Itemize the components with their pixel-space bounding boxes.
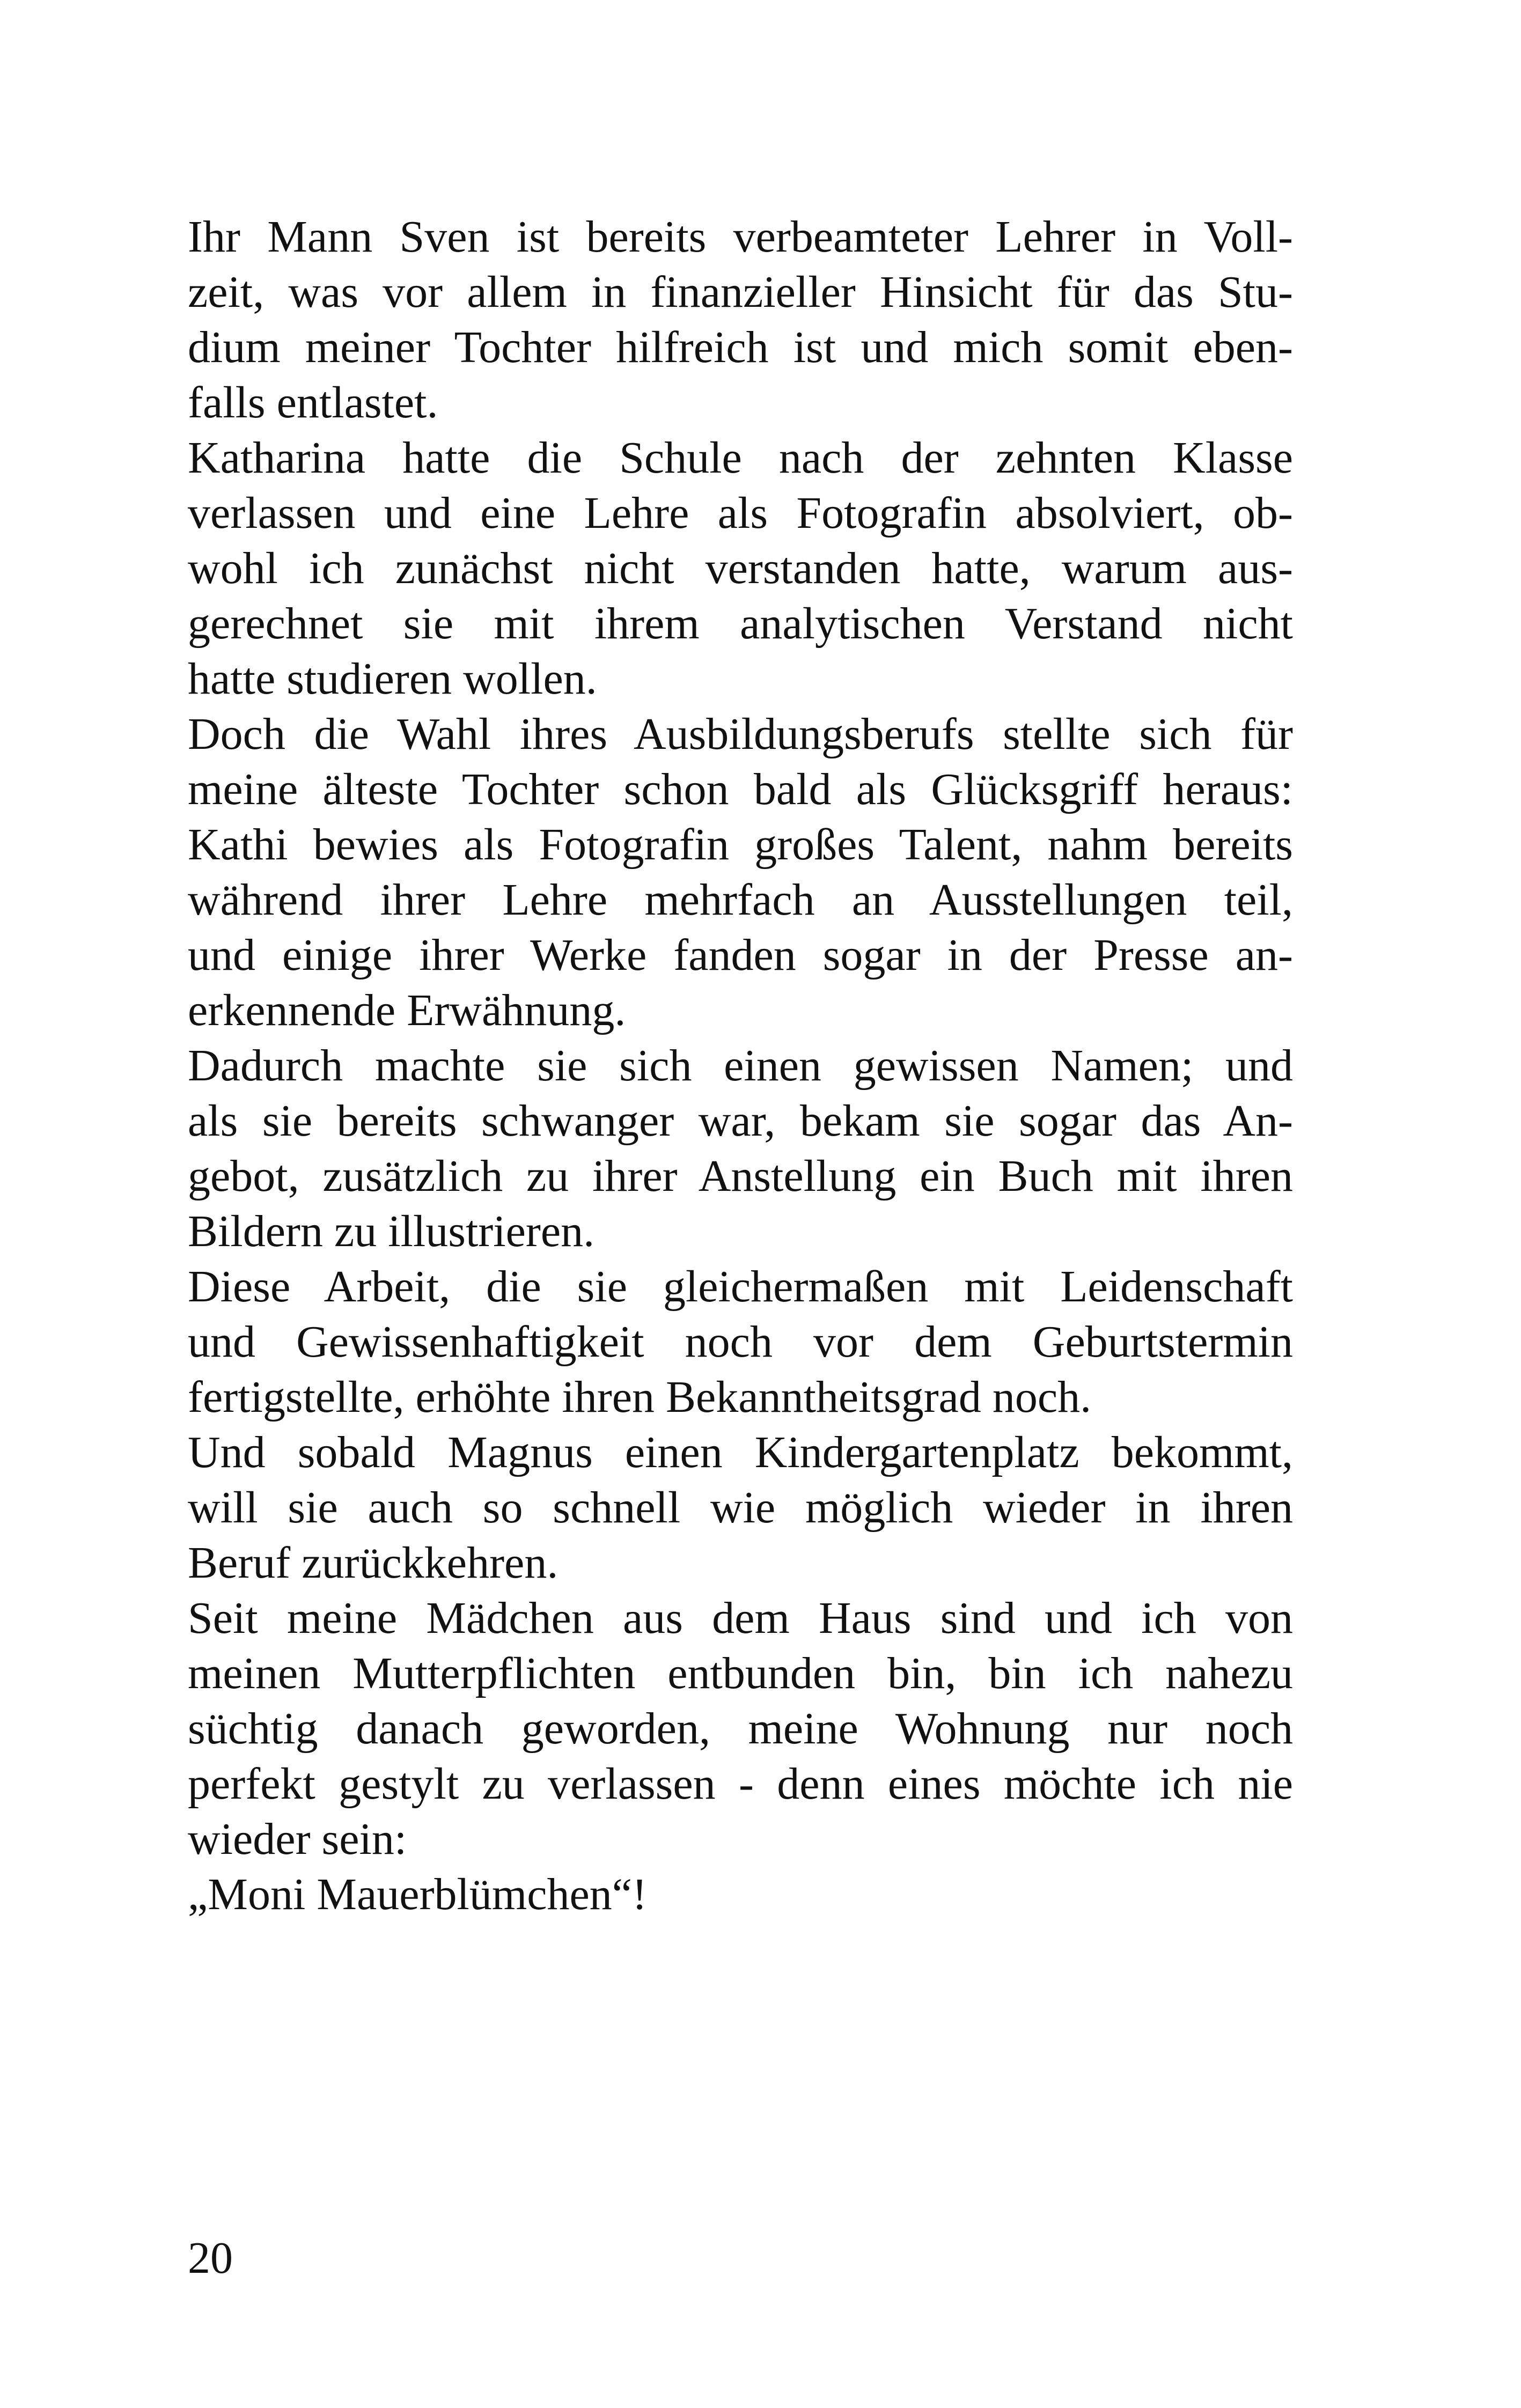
text-line: Beruf zurückkehren. xyxy=(188,1538,559,1588)
text-line: „Moni Mauerblümchen“! xyxy=(188,1869,648,1919)
text-line: dium meiner Tochter hilfreich ist und mich somit eben- xyxy=(188,322,1293,372)
text-line: will sie auch so schnell wie möglich wieder in ihren xyxy=(188,1483,1293,1533)
text-line: Doch die Wahl ihres Ausbildungsberufs stellte sich für xyxy=(188,709,1293,759)
text-line: Bildern zu illustrieren. xyxy=(188,1206,595,1256)
text-line: süchtig danach geworden, meine Wohnung nur noch xyxy=(188,1704,1293,1754)
page-number: 20 xyxy=(188,2233,233,2283)
text-line: wohl ich zunächst nicht verstanden hatte, warum aus- xyxy=(188,543,1293,593)
text-line: hatte studieren wollen. xyxy=(188,654,597,704)
paragraph xyxy=(188,1038,1293,1259)
text-line: als sie bereits schwanger war, bekam sie sogar das An- xyxy=(188,1096,1293,1146)
text-line: wieder sein: xyxy=(188,1814,407,1864)
text-line: Ihr Mann Sven ist bereits verbeamteter Lehrer in Voll- xyxy=(188,212,1293,262)
text-line: perfekt gestylt zu verlassen - denn eines möchte ich nie xyxy=(188,1759,1293,1809)
text-line: und Gewissenhaftigkeit noch vor dem Geburtstermin xyxy=(188,1317,1293,1367)
paragraph xyxy=(188,706,1293,1038)
paragraph xyxy=(188,1867,1293,1922)
text-line: Katharina hatte die Schule nach der zehnten Klasse xyxy=(188,433,1293,483)
text-line: Seit meine Mädchen aus dem Haus sind und ich von xyxy=(188,1593,1293,1643)
text-line: gerechnet sie mit ihrem analytischen Verstand nicht xyxy=(188,599,1293,649)
text-line: Diese Arbeit, die sie gleichermaßen mit Leidenschaft xyxy=(188,1262,1293,1312)
text-line: meine älteste Tochter schon bald als Glücksgriff heraus: xyxy=(188,764,1293,814)
paragraph xyxy=(188,1259,1293,1425)
text-line: während ihrer Lehre mehrfach an Ausstellungen teil, xyxy=(188,875,1293,925)
paragraph xyxy=(188,1590,1293,1867)
text-line: meinen Mutterpflichten entbunden bin, bin ich nahezu xyxy=(188,1648,1293,1698)
text-line: fertigstellte, erhöhte ihren Bekanntheitsgrad noch. xyxy=(188,1372,1092,1422)
paragraph xyxy=(188,1425,1293,1590)
text-line: und einige ihrer Werke fanden sogar in der Presse an- xyxy=(188,930,1293,980)
text-line: Kathi bewies als Fotografin großes Talent, nahm bereits xyxy=(188,820,1293,870)
paragraph xyxy=(188,430,1293,706)
text-line: falls entlastet. xyxy=(188,378,438,428)
text-line: verlassen und eine Lehre als Fotografin absolviert, ob- xyxy=(188,488,1293,538)
body-text xyxy=(188,209,1293,1922)
text-line: gebot, zusätzlich zu ihrer Anstellung ein Buch mit ihren xyxy=(188,1151,1293,1201)
text-line: Und sobald Magnus einen Kindergartenplatz bekommt, xyxy=(188,1427,1293,1477)
text-line: zeit, was vor allem in finanzieller Hinsicht für das Stu- xyxy=(188,267,1293,317)
paragraph xyxy=(188,209,1293,430)
text-line: Dadurch machte sie sich einen gewissen Namen; und xyxy=(188,1041,1293,1091)
text-line: erkennende Erwähnung. xyxy=(188,985,626,1035)
